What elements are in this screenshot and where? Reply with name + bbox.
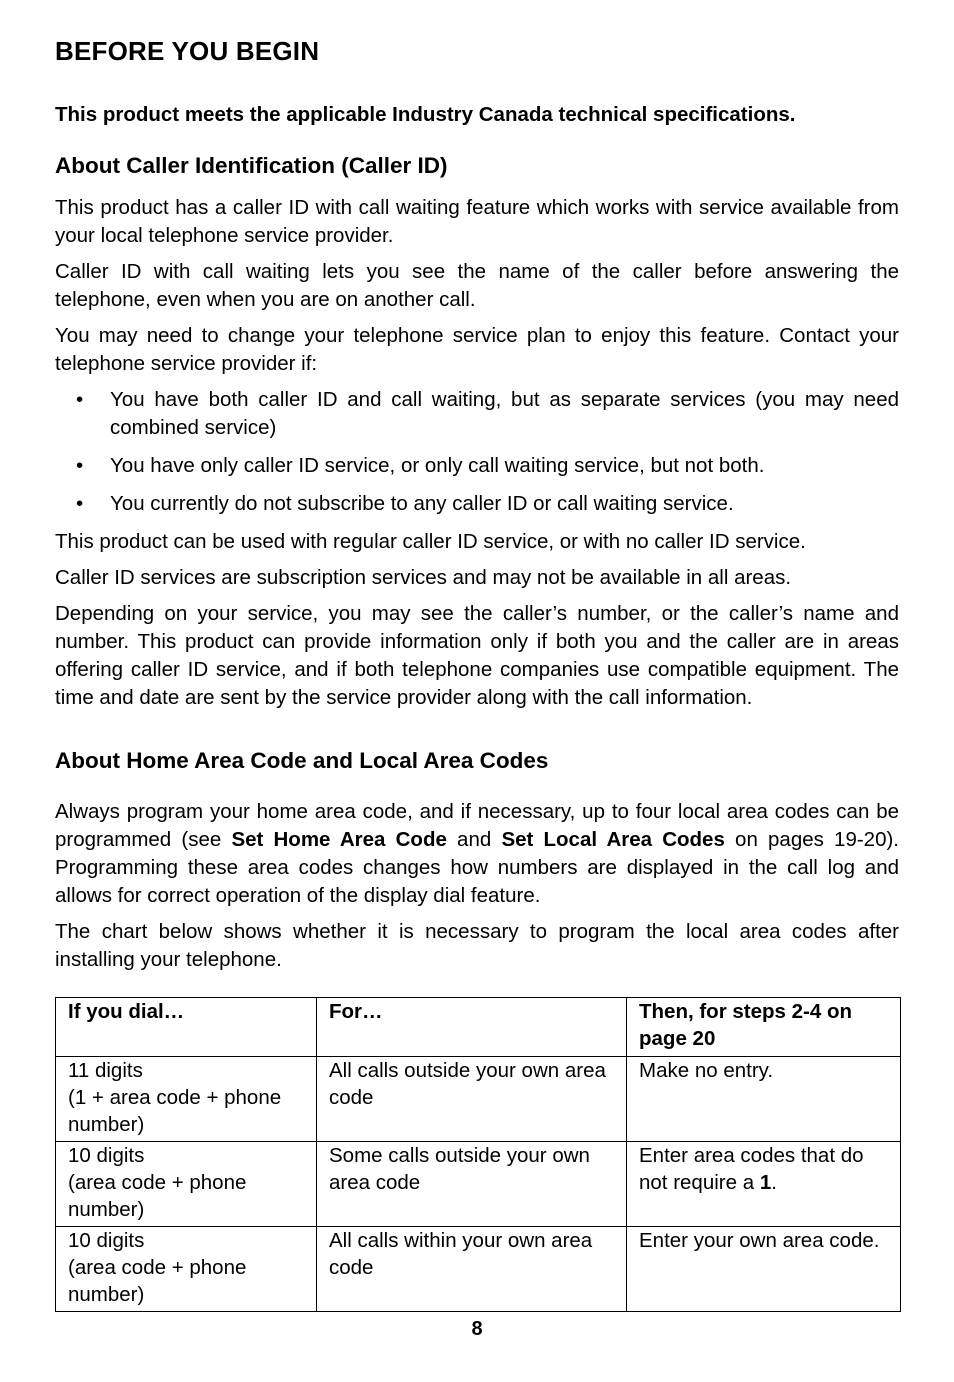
compliance-statement: This product meets the applicable Industry Canada technical specifications.	[55, 103, 796, 126]
then-cell: Make no entry.	[627, 1057, 901, 1142]
dial-cell: 10 digits (area code + phone number)	[56, 1227, 317, 1312]
then-cell: Enter your own area code.	[627, 1227, 901, 1312]
table-header-row	[56, 998, 901, 1057]
dial-cell: 11 digits (1 + area code + phone number)	[56, 1057, 317, 1142]
caller-id-conditions-list	[55, 386, 899, 518]
page-title: BEFORE YOU BEGIN	[55, 36, 320, 66]
page-content	[55, 36, 899, 1312]
area-code-table	[55, 997, 901, 1312]
then-cell: Enter area codes that do not require a 1.	[627, 1142, 901, 1227]
page-number: 8	[471, 1318, 483, 1340]
for-cell: All calls within your own area code	[317, 1227, 627, 1312]
caller-id-paragraph-1: This product has a caller ID with call waiting feature which works with service available from your local telephone service provider.	[55, 196, 899, 247]
table-row	[56, 1057, 901, 1142]
for-cell: Some calls outside your own area code	[317, 1142, 627, 1227]
header-for: For…	[317, 998, 627, 1057]
caller-id-heading: About Caller Identification (Caller ID)	[55, 153, 448, 178]
list-item: • You have only caller ID service, or only call waiting service, but not both.	[55, 452, 899, 480]
table-row	[56, 1142, 901, 1227]
caller-id-paragraph-2: Caller ID with call waiting lets you see the name of the caller before answering the telephone, even when you are on another call.	[55, 260, 899, 311]
bullet-icon: •	[76, 492, 84, 515]
list-item: • You currently do not subscribe to any caller ID or call waiting service.	[55, 490, 899, 518]
bullet-icon: •	[76, 454, 84, 477]
dial-cell: 10 digits (area code + phone number)	[56, 1142, 317, 1227]
caller-id-paragraph-5: Caller ID services are subscription services and may not be available in all areas.	[55, 566, 792, 589]
area-codes-paragraph-2: The chart below shows whether it is necessary to program the local area codes after installing your telephone.	[55, 920, 899, 971]
caller-id-paragraph-6: Depending on your service, you may see the caller’s number, or the caller’s name and number. This product can provide information only if both you and the caller are in areas offering caller ID service, and if both telephone companies use compatible equipment. The time and date are sent by the service provider along with the call information.	[55, 602, 899, 709]
area-codes-paragraph-1: Always program your home area code, and if necessary, up to four local area codes can be programmed (see Set Home Area Code and Set Local Area Codes on pages 19-20). Programming these area codes changes how numbers are displayed in the call log and allows for correct operation of the display dial feature.	[55, 800, 899, 907]
caller-id-paragraph-4: This product can be used with regular caller ID service, or with no caller ID service.	[55, 530, 806, 553]
header-then: Then, for steps 2-4 on page 20	[627, 998, 901, 1057]
bullet-icon: •	[76, 388, 84, 411]
header-dial: If you dial…	[56, 998, 317, 1057]
table-row	[56, 1227, 901, 1312]
list-item: • You have both caller ID and call waiting, but as separate services (you may need combined service)	[76, 388, 899, 439]
area-codes-heading: About Home Area Code and Local Area Codes	[55, 748, 549, 773]
caller-id-paragraph-3: You may need to change your telephone service plan to enjoy this feature. Contact your telephone service provider if:	[55, 324, 899, 375]
for-cell: All calls outside your own area code	[317, 1057, 627, 1142]
